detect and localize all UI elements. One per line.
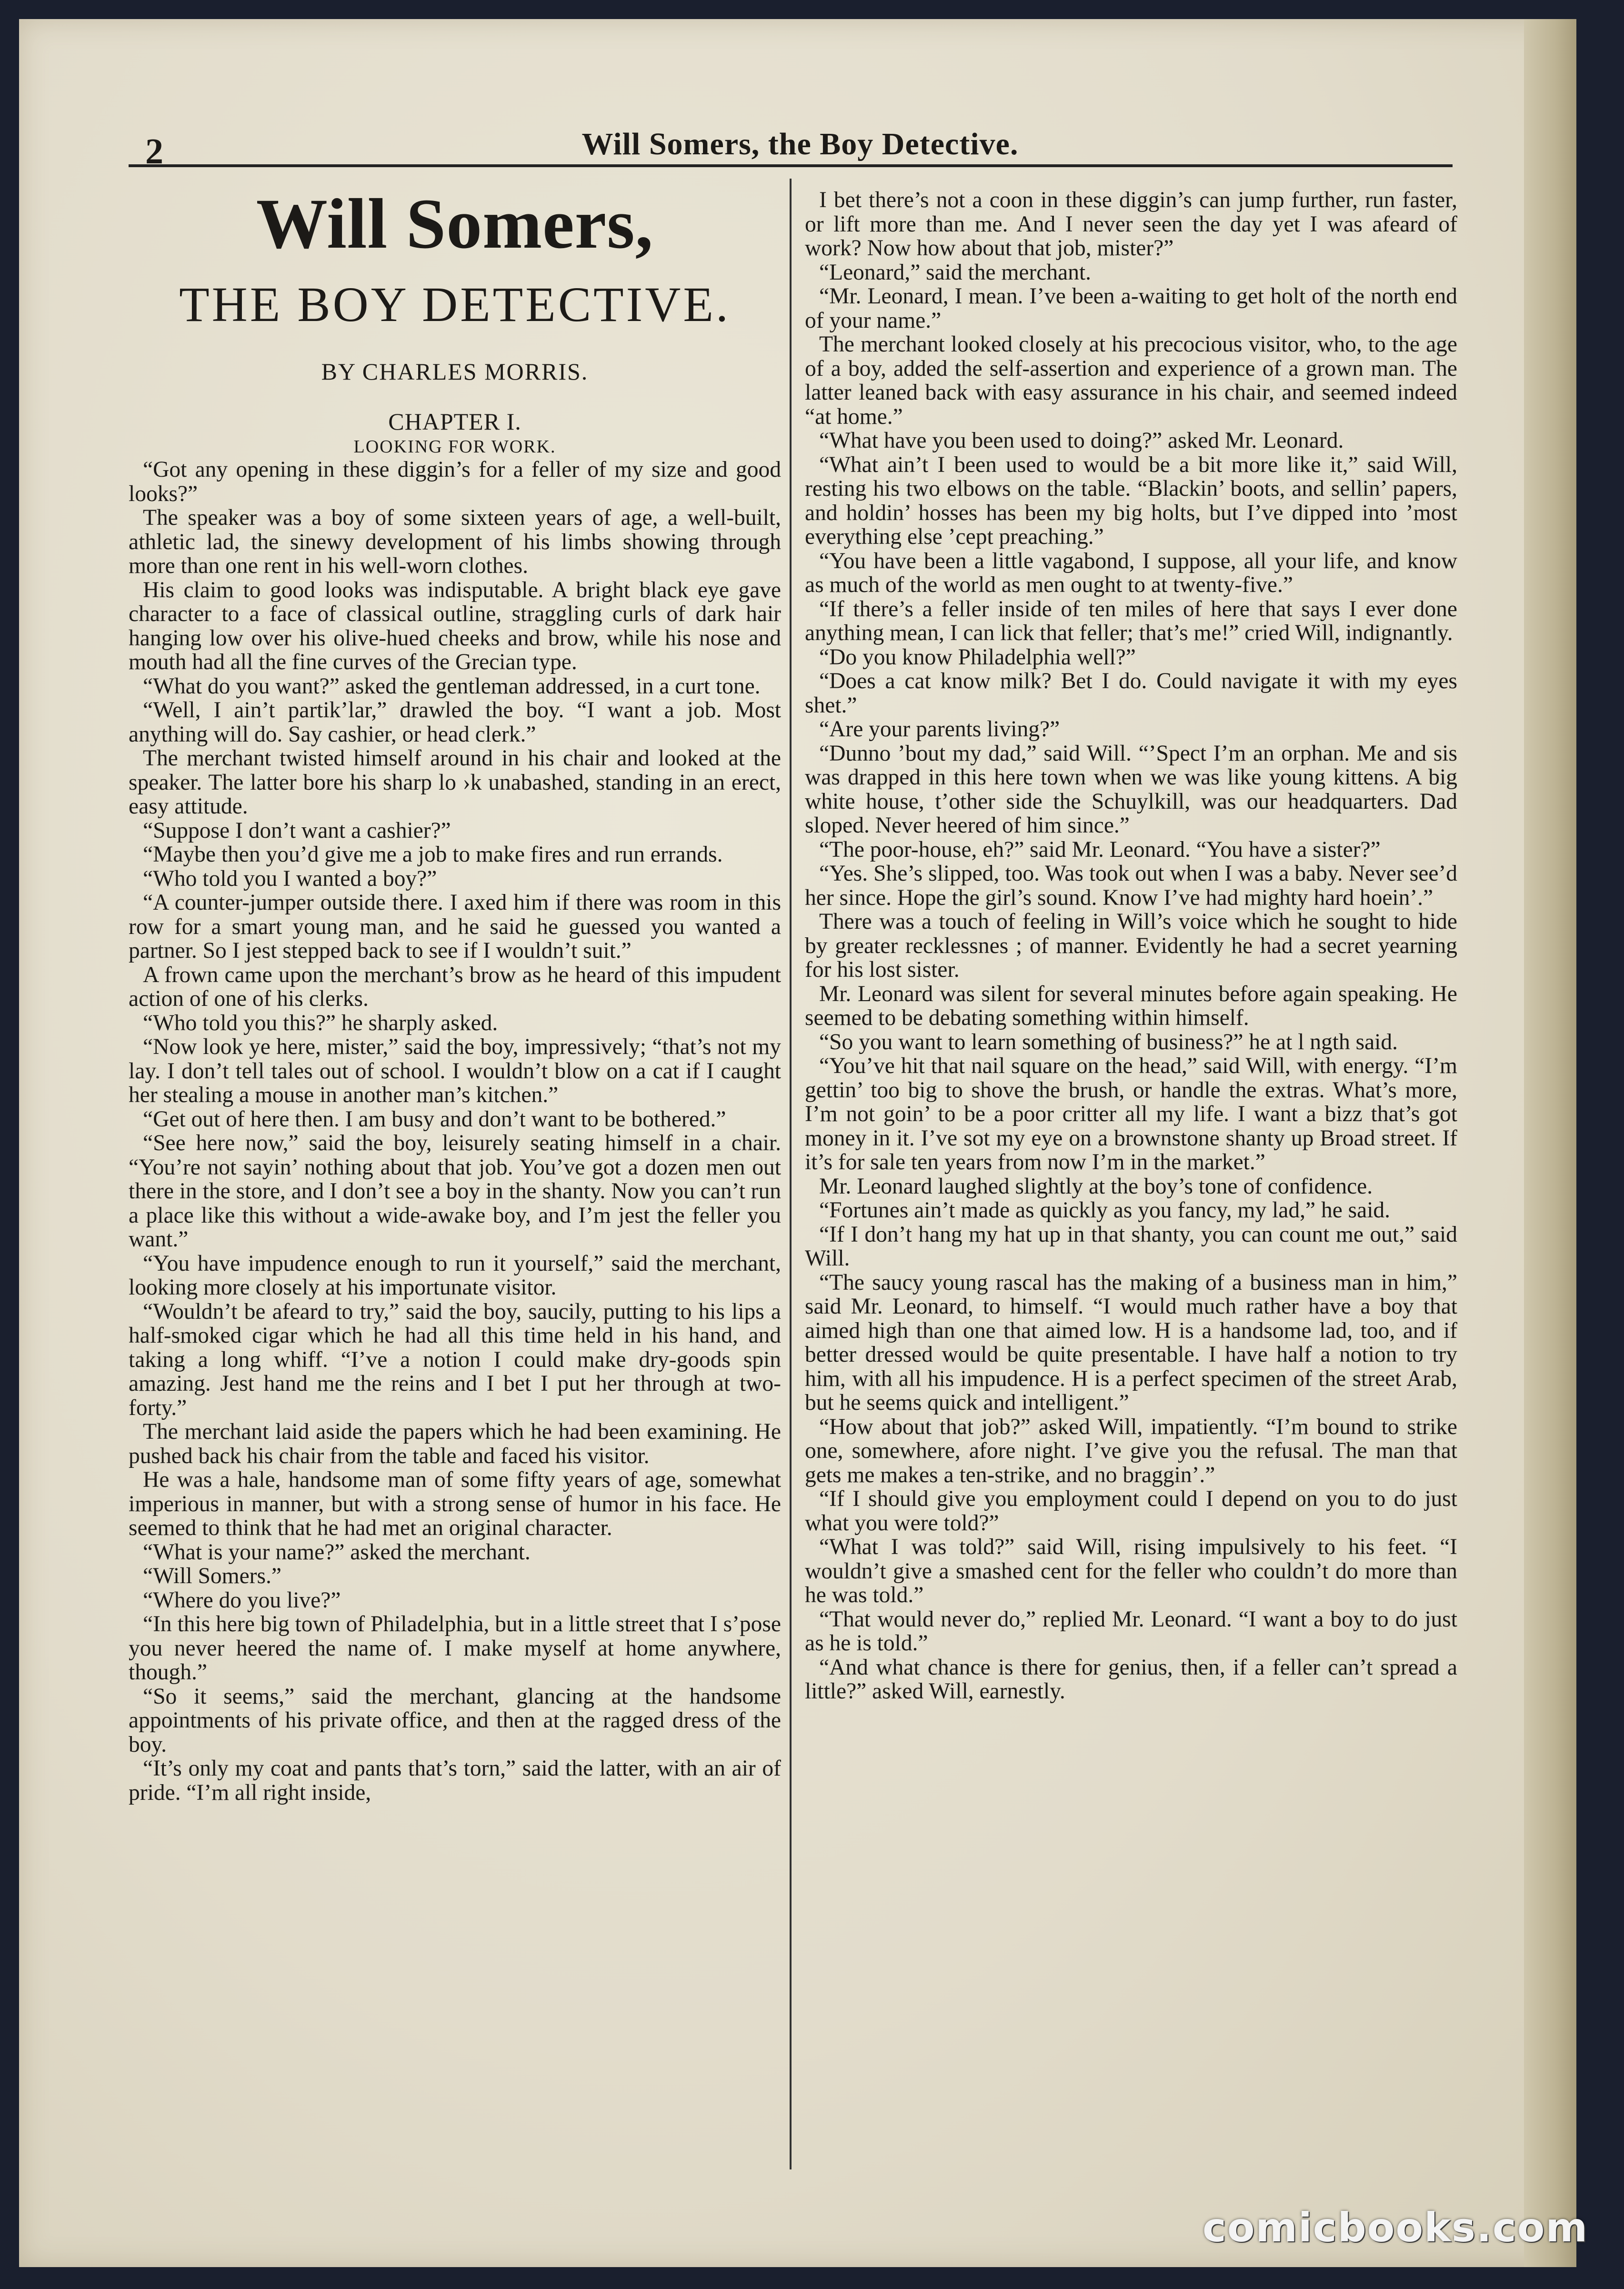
story-byline: BY CHARLES MORRIS.: [321, 358, 589, 385]
header-rule: [129, 164, 1453, 167]
paragraph: His claim to good looks was indisputable. A bright black eye gave character to a face of classical outline, straggling curls of dark hair hanging low over his olive-hued cheeks and brow, while his nose and mouth had all the fine curves of the Grecian type.: [129, 577, 781, 674]
paragraph: “If there’s a feller inside of ten miles of here that says I ever done anything mean, I can lick that feller; that’s me!” cried Will, indignantly.: [805, 596, 1457, 645]
paragraph: “What do you want?” asked the gentleman addressed, in a curt tone.: [143, 673, 761, 699]
left-column: [129, 179, 781, 2174]
paragraph: “You’ve hit that nail square on the head,” said Will, with energy. “I’m gettin’ too big to shove the brush, or handle the extras. What’s more, I’m not goin’ to be a poor critter all my life. I want a bizz that’s got money in it. I’ve sot my eye on a brownstone shanty up Broad street. If it’s for sale ten years from now I’m in the market.”: [805, 1054, 1457, 1175]
right-column: [805, 188, 1457, 2184]
page-number: 2: [145, 131, 163, 171]
paragraph: “Got any opening in these diggin’s for a feller of my size and good looks?”: [129, 457, 781, 506]
paragraph: “Leonard,” said the merchant.: [819, 260, 1092, 285]
story-subtitle: THE BOY DETECTIVE.: [179, 277, 731, 332]
paragraph: “What ain’t I been used to would be a bit more like it,” said Will, resting his two elbows on the table. “Blackin’ boots, and sellin’ papers, and holdin’ hosses has been my big holts, but I’ve dipped into ’most everything else ’cept preaching.”: [805, 452, 1457, 549]
paragraph: The speaker was a boy of some sixteen years of age, a well-built, athletic lad, the sinewy development of his limbs showing through more than one rent in his well-worn clothes.: [129, 505, 781, 578]
paragraph: Mr. Leonard was silent for several minutes before again speaking. He seemed to be debating something within himself.: [805, 981, 1457, 1030]
watermark-text: comicbooks.com: [1203, 2204, 1588, 2251]
paragraph: “Wouldn’t be afeard to try,” said the boy, saucily, putting to his lips a half-smoked cigar which he had all this time held in his hand, and taking a long whiff. “I’ve a notion I could make dry-goods spin amazing. Jest hand me the reins and I bet I put her through at two-forty.”: [129, 1299, 781, 1420]
paragraph: “Well, I ain’t partik’lar,” drawled the boy. “I want a job. Most anything will do. Say cashier, or head clerk.”: [129, 698, 781, 747]
paragraph: “Dunno ’bout my dad,” said Will. “’Spect I’m an orphan. Me and sis was drapped in this here town when we was like young kittens. A big white house, t’other side the Schuylkill, was our headquarters. Dad sloped. Never heered of him since.”: [805, 741, 1457, 838]
page-binding-edge: [1524, 19, 1576, 2267]
paragraph: “What I was told?” said Will, rising impulsively to his feet. “I wouldn’t give a smashed cent for the feller who couldn’t do more than he was told.”: [805, 1535, 1457, 1607]
paragraph: “Where do you live?”: [143, 1587, 341, 1613]
paragraph: “Who told you I wanted a boy?”: [143, 866, 437, 891]
paragraph: The merchant twisted himself around in his chair and looked at the speaker. The latter bore his sharp lo ›k unabashed, standing in an erect, easy attitude.: [129, 746, 781, 819]
paragraph: “How about that job?” asked Will, impatiently. “I’m bound to strike one, somewhere, afore night. I’ve give you the refusal. The man that gets me makes a ten-strike, and no braggin’.”: [805, 1414, 1457, 1487]
paragraph: “Get out of here then. I am busy and don’t want to be bothered.”: [143, 1106, 726, 1132]
paragraph: “You have been a little vagabond, I suppose, all your life, and know as much of the world as men ought to at twenty-five.”: [805, 548, 1457, 597]
paragraph: “What have you been used to doing?” asked Mr. Leonard.: [819, 428, 1344, 453]
paragraph: “Fortunes ain’t made as quickly as you fancy, my lad,” he said.: [819, 1198, 1391, 1223]
story-title: Will Somers,: [256, 184, 654, 263]
paragraph: “If I should give you employment could I depend on you to do just what you were told?”: [805, 1486, 1457, 1536]
paragraph: “Maybe then you’d give me a job to make fires and run errands.: [143, 842, 723, 867]
paragraph: “Yes. She’s slipped, too. Was took out when I was a baby. Never see’d her since. Hope the girl’s sound. Know I’ve had mighty hard hoein’.”: [805, 861, 1457, 910]
chapter-heading: CHAPTER I.: [388, 408, 521, 435]
paragraph: “Does a cat know milk? Bet I do. Could navigate it with my eyes shet.”: [805, 669, 1457, 718]
paragraph: The merchant looked closely at his precocious visitor, who, to the age of a boy, added the self-assertion and experience of a grown man. The latter leaned back with easy assurance in his chair, and seemed indeed “at home.”: [805, 332, 1457, 429]
paragraph: “Do you know Philadelphia well?”: [819, 644, 1136, 670]
paragraph: “Mr. Leonard, I mean. I’ve been a-waiting to get holt of the north end of your name.”: [805, 284, 1457, 333]
paragraph: “See here now,” said the boy, leisurely seating himself in a chair. “You’re not sayin’ nothing about that job. You’ve got a dozen men out there in the store, and I don’t see a boy in the shanty. Now you can’t run a place like this without a wide-awake boy, and I’m jest the feller you want.”: [129, 1131, 781, 1252]
paragraph: “Who told you this?” he sharply asked.: [143, 1010, 498, 1035]
page-header: [126, 112, 1474, 183]
paragraph: A frown came upon the merchant’s brow as he heard of this impudent action of one of his clerks.: [129, 962, 781, 1011]
paragraph: “Suppose I don’t want a cashier?”: [143, 818, 451, 843]
paragraph: “The saucy young rascal has the making of a business man in him,” said Mr. Leonard, to himself. “I would much rather have a boy that aimed high than one that aimed low. H is a handsome lad, too, and if better dressed would be quite presentable. I have half a notion to try him, with all his impudence. H is a perfect specimen of the street Arab, but he seems quick and intelligent.”: [805, 1270, 1457, 1415]
paragraph: “So it seems,” said the merchant, glancing at the handsome appointments of his private office, and then at the ragged dress of the boy.: [129, 1684, 781, 1757]
paragraph: Mr. Leonard laughed slightly at the boy’s tone of confidence.: [819, 1174, 1373, 1199]
paragraph: “Now look ye here, mister,” said the boy, impressively; “that’s not my lay. I don’t tell tales out of school. I wouldn’t blow on a cat if I caught her stealing a mouse in another man’s kitchen.”: [129, 1034, 781, 1107]
paragraph: The merchant laid aside the papers which he had been examining. He pushed back his chair from the table and faced his visitor.: [129, 1419, 781, 1468]
paragraph: “Will Somers.”: [143, 1564, 281, 1588]
paragraph: He was a hale, handsome man of some fifty years of age, somewhat imperious in manner, but with a strong sense of humor in his face. He seemed to think that he had met an original character.: [129, 1467, 781, 1540]
paragraph: There was a touch of feeling in Will’s voice which he sought to hide by greater recklessnes ; of manner. Evidently he had a secret yearning for his lost sister.: [805, 909, 1457, 982]
paragraph: “Are your parents living?”: [819, 717, 1060, 742]
paragraph: “In this here big town of Philadelphia, but in a little street that I s’pose you never heered the name of. I make myself at home anywhere, though.”: [129, 1612, 781, 1685]
right-column-text: [805, 188, 1457, 1704]
paragraph: “If I don’t hang my hat up in that shanty, you can count me out,” said Will.: [805, 1222, 1457, 1271]
paragraph: “It’s only my coat and pants that’s torn,” said the latter, with an air of pride. “I’m all right inside,: [129, 1756, 781, 1805]
column-divider: [790, 179, 792, 2169]
paragraph: “What is your name?” asked the merchant.: [143, 1539, 531, 1565]
paragraph: “So you want to learn something of business?” he at l ngth said.: [819, 1029, 1398, 1054]
paragraph: “A counter-jumper outside there. I axed him if there was room in this row for a smart young man, and he said he guessed you wanted a partner. So I jest stepped back to see if I wouldn’t suit.”: [129, 890, 781, 963]
paragraph: I bet there’s not a coon in these diggin’s can jump further, run faster, or lift more than me. And I never seen the day yet I was afeard of work? Now how about that job, mister?”: [805, 188, 1457, 261]
paragraph: “And what chance is there for genius, then, if a feller can’t spread a little?” asked Will, earnestly.: [805, 1655, 1457, 1704]
chapter-title: LOOKING FOR WORK.: [353, 437, 556, 457]
paragraph: “The poor-house, eh?” said Mr. Leonard. “You have a sister?”: [819, 837, 1381, 862]
paragraph: “You have impudence enough to run it yourself,” said the merchant, looking more closely at his importunate visitor.: [129, 1251, 781, 1300]
paragraph: “That would never do,” replied Mr. Leonard. “I want a boy to do just as he is told.”: [805, 1606, 1457, 1656]
left-column-text: [129, 458, 781, 1805]
running-title: Will Somers, the Boy Detective.: [581, 127, 1019, 161]
